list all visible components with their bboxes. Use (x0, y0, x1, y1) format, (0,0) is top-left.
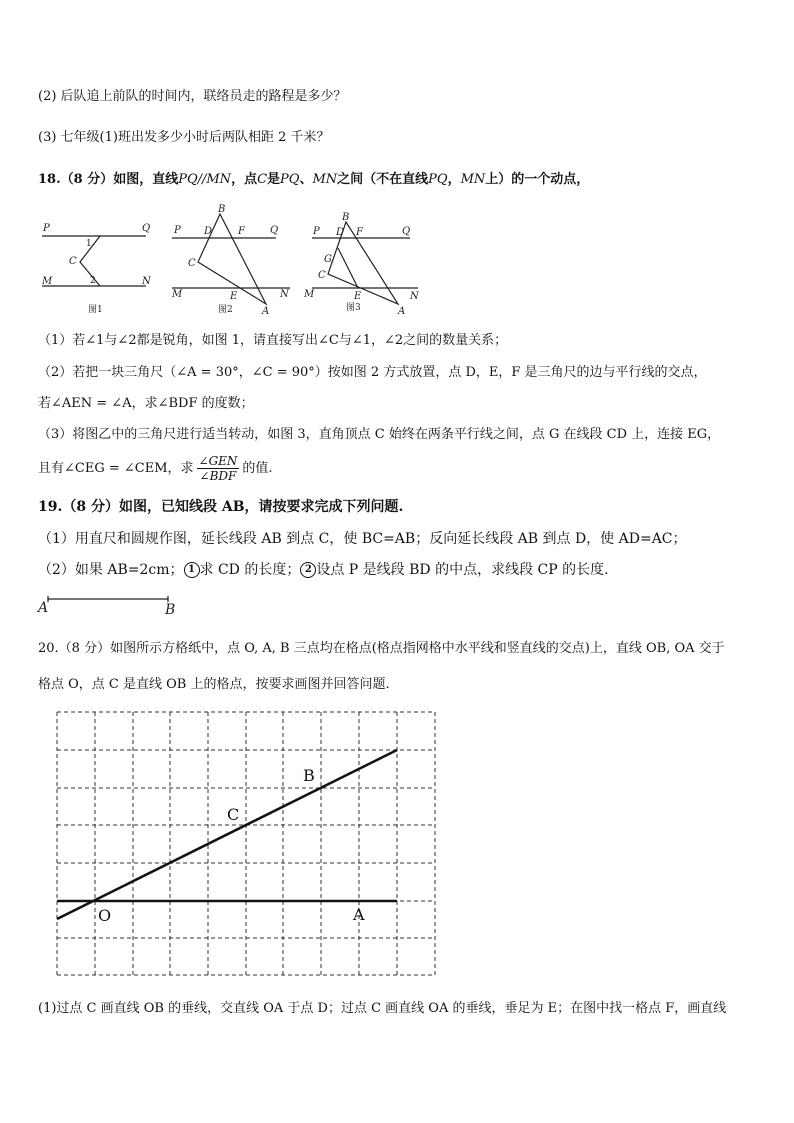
q18-part2b: 若∠AEN = ∠A，求∠BDF 的度数； (38, 396, 254, 411)
fig2-label-m: M (172, 289, 183, 300)
fig3-label-e: E (354, 291, 362, 302)
fig3-label-f: F (356, 227, 363, 238)
q18-stem: 18.（8 分）如图，直线PQ//MN，点C是PQ、MN之间（不在直线PQ，MN上）的一个动点， (38, 172, 590, 187)
line-ob (57, 750, 397, 919)
q18-part2a: （2）若把一块三角尺（∠A = 30°，∠C = 90°）按如图 2 方式放置，点 D，E，F 是三角尺的边与平行线的交点， (38, 365, 707, 380)
fig1-angle-1: 1 (86, 239, 92, 249)
fig2-label-c: C (188, 258, 196, 269)
q18-part3b: 且有∠CEG = ∠CEM，求 $\frac{\text{∠GEN}}{\text{∠BDF}}$ 的值. (38, 454, 273, 483)
fig2-label-d: D (204, 226, 213, 237)
q19-part2: （2）如果 AB=2cm； 1 求 CD 的长度； 2 设点 P 是线段 BD 的中点，求线段 CP 的长度. (38, 562, 609, 578)
fig2-label-b: B (218, 204, 226, 215)
fig1-label-p: P (43, 223, 50, 234)
fig1-label-m: M (42, 276, 53, 287)
fig2-label-q: Q (270, 225, 279, 236)
circled-number-1: 1 (184, 562, 200, 578)
fig1-label-n: N (142, 276, 151, 287)
fig2-label-f: F (238, 226, 245, 237)
fig2-label-e: E (230, 291, 238, 302)
fig2-caption: 图2 (218, 305, 233, 315)
fig1-angle-2: 2 (90, 276, 96, 286)
fig1-label-c: C (69, 256, 77, 267)
q17-part3: (3) 七年级(1)班出发多少小时后两队相距 2 千米？ (38, 130, 330, 145)
q20-stem-a: 20.（8 分）如图所示方格纸中，点 O, A, B 三点均在格点(格点指网格中水平线和竖直线的交点)上，直线 OB, OA 交于 (38, 641, 725, 656)
fig3-label-m: M (304, 289, 315, 300)
fig1-label-q: Q (142, 223, 151, 234)
fig2-label-n: N (280, 289, 289, 300)
fig1-caption: 图1 (88, 305, 103, 315)
grid-label-a: A (353, 905, 365, 924)
fig3-label-g: G (324, 254, 332, 265)
fig3-label-b: B (342, 212, 350, 223)
fig3-label-p: P (313, 226, 320, 237)
fig3-label-c: C (318, 270, 326, 281)
seg19-label-b: B (165, 602, 176, 618)
fig3-label-a: A (398, 306, 406, 317)
seg19-label-a: A (38, 600, 49, 616)
q18-part1: （1）若∠1与∠2都是锐角，如图 1，请直接写出∠C与∠1，∠2之间的数量关系； (38, 333, 508, 348)
q17-part2: (2) 后队追上前队的时间内，联络员走的路程是多少？ (38, 89, 347, 104)
q18-part3a: （3）将图乙中的三角尺进行适当转动，如图 3，直角顶点 C 始终在两条平行线之间，点 G 在线段 CD 上，连接 EG， (38, 427, 721, 442)
grid-label-b: B (303, 766, 315, 785)
fig3-label-d: D (336, 227, 345, 238)
q19-stem: 19.（8 分）如图，已知线段 AB，请按要求完成下列问题. (38, 499, 404, 515)
circled-number-2: 2 (300, 562, 316, 578)
grid-label-c: C (227, 805, 240, 824)
q20-grid-figure (50, 705, 450, 985)
q18-fraction: $\frac{\text{∠GEN}}{\text{∠BDF}}$ (198, 454, 238, 483)
fig3-label-n: N (410, 291, 419, 302)
fig2-label-a: A (262, 306, 270, 317)
fig3-label-q: Q (402, 226, 411, 237)
fig2-label-p: P (174, 225, 181, 236)
q20-part1: (1)过点 C 画直线 OB 的垂线，交直线 OA 于点 D；过点 C 画直线 OA 的垂线，垂足为 E；在图中找一格点 F，画直线 (38, 1001, 727, 1016)
q20-stem-b: 格点 O，点 C 是直线 OB 上的格点，按要求画图并回答问题. (38, 677, 390, 692)
q18-figures (0, 200, 794, 320)
grid-label-o: O (98, 906, 112, 925)
q19-part1: （1）用直尺和圆规作图，延长线段 AB 到点 C，使 BC=AB；反向延长线段 AB 到点 D，使 AD=AC； (38, 531, 687, 547)
fig3-caption: 图3 (346, 303, 361, 313)
q19-segment-ab (30, 592, 230, 618)
